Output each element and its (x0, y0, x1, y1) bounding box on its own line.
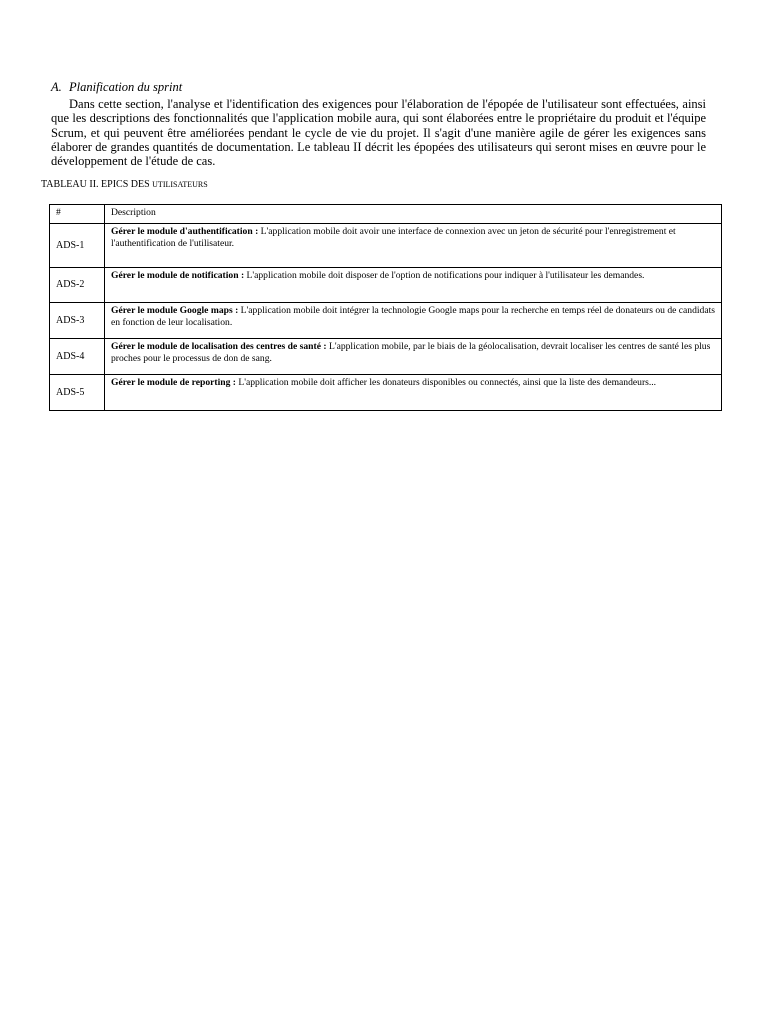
epic-description (105, 303, 722, 339)
epic-id: ADS-4 (50, 339, 105, 375)
table-caption-small: UTILISATEURS (152, 180, 208, 189)
epic-title: Gérer le module d'authentification : (111, 226, 259, 237)
epic-text: L'application mobile doit intégrer la technologie Google maps pour la recherche en temps réel de donateurs ou de candidats en fonction de leur localisation. (111, 305, 715, 328)
header-id: # (50, 205, 105, 224)
epic-text: L'application mobile doit afficher les donateurs disponibles ou connectés, ainsi que la liste des demandeurs... (235, 377, 657, 388)
section-number: A. (51, 80, 62, 94)
table-row (50, 268, 722, 303)
table-row (50, 303, 722, 339)
section-heading (51, 79, 182, 95)
table-caption-main: TABLEAU II. EPICS DES (41, 179, 153, 190)
epic-title: Gérer le module de reporting : (111, 377, 236, 388)
epic-text: L'application mobile doit disposer de l'option de notifications pour indiquer à l'utilisateur les demandes. (244, 270, 645, 281)
epic-id: ADS-1 (50, 224, 105, 268)
epic-text: L'application mobile, par le biais de la géolocalisation, devrait localiser les centres de santé les plus proches pour le processus de don de sang. (111, 341, 711, 364)
epic-id: ADS-2 (50, 268, 105, 303)
table-row (50, 375, 722, 411)
header-description: Description (105, 205, 722, 224)
epic-description (105, 339, 722, 375)
epic-title: Gérer le module de localisation des centres de santé : (111, 341, 327, 352)
table-row (50, 339, 722, 375)
epics-table (49, 204, 722, 411)
epic-description (105, 224, 722, 268)
epic-description (105, 268, 722, 303)
table-caption (41, 179, 208, 191)
section-paragraph: Dans cette section, l'analyse et l'identification des exigences pour l'élaboration de l'épopée de l'utilisateur sont effectuées, ainsi que les descriptions des fonctionnalités que l'application mobile aura, qui sont élaborées entre le propriétaire du produit et l'équipe Scrum, et qui peuvent être améliorées pendant le cycle de vie du projet. Il s'agit d'une manière agile de gérer les exigences sans élaborer de grandes quantités de documentation. Le tableau II décrit les épopées des utilisateurs qui seront mises en œuvre pour le développement de l'étude de cas. (51, 97, 706, 169)
table-row (50, 224, 722, 268)
epic-title: Gérer le module Google maps : (111, 305, 239, 316)
epic-description (105, 375, 722, 411)
epic-id: ADS-3 (50, 303, 105, 339)
section-title: Planification du sprint (69, 80, 183, 94)
table-header-row (50, 205, 722, 224)
epic-title: Gérer le module de notification : (111, 270, 245, 281)
epic-text: L'application mobile doit avoir une interface de connexion avec un jeton de sécurité pour l'enregistrement et l'authentification de l'utilisateur. (111, 226, 676, 249)
epic-id: ADS-5 (50, 375, 105, 411)
